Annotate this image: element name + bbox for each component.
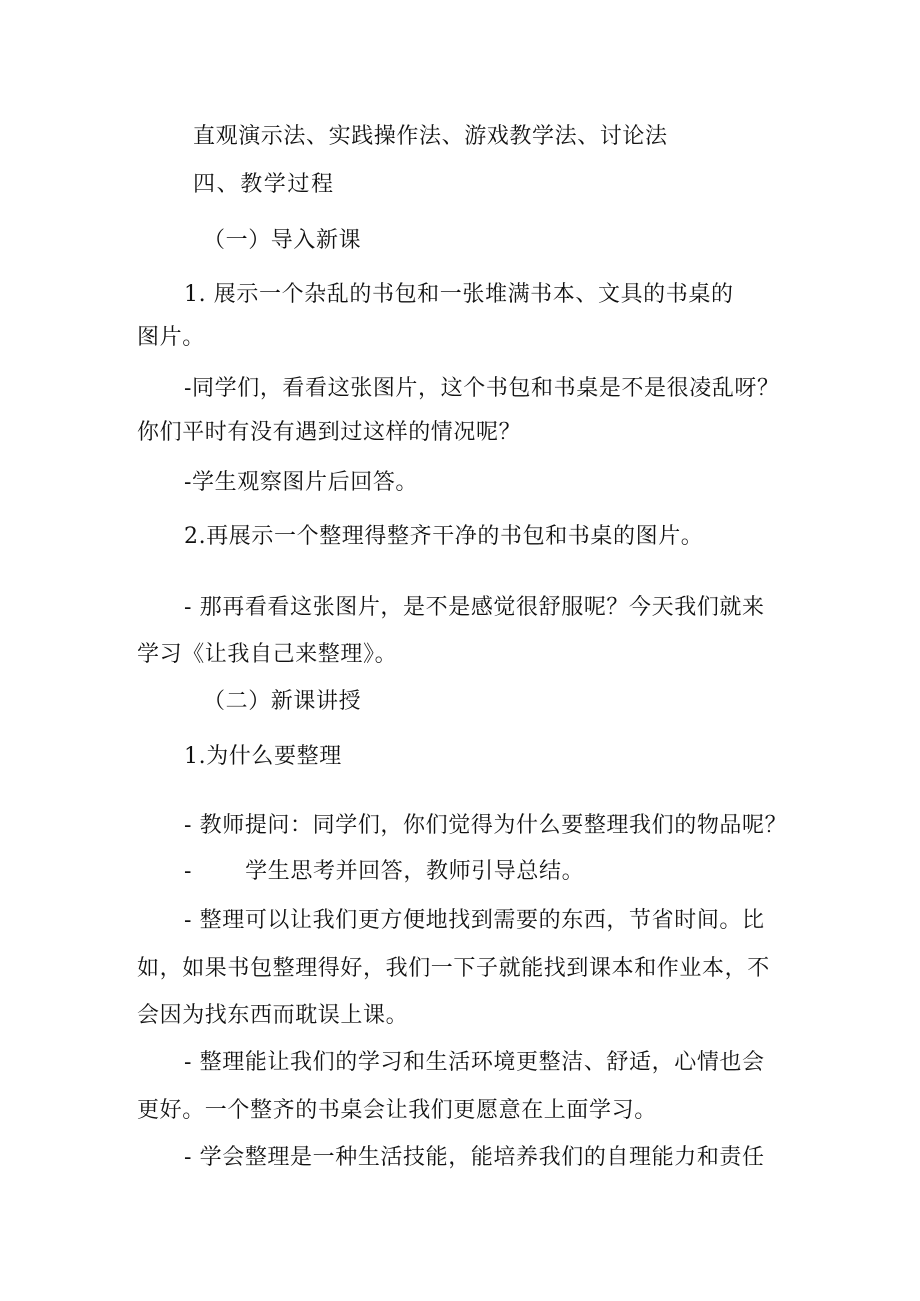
teaching-methods-line: 直观演示法、实践操作法、游戏教学法、讨论法 bbox=[193, 124, 668, 149]
paragraph-8-line-3: 会因为找东西而耽误上课。 bbox=[137, 1003, 409, 1028]
subsection-title-new-lesson: （二）新课讲授 bbox=[203, 689, 362, 714]
paragraph-7: - 学生思考并回答，教师引导总结。 bbox=[184, 859, 585, 884]
paragraph-1-line-1: 1. 展示一个杂乱的书包和一张堆满书本、文具的书桌的 bbox=[184, 282, 734, 307]
paragraph-2-line-2: 你们平时有没有遇到过这样的情况呢？ bbox=[137, 420, 522, 445]
paragraph-10-line-1: - 学会整理是一种生活技能，能培养我们的自理能力和责任 bbox=[184, 1145, 765, 1170]
item-1-title: 1.为什么要整理 bbox=[184, 744, 342, 769]
paragraph-5-line-1: - 那再看看这张图片，是不是感觉很舒服呢？今天我们就来 bbox=[184, 595, 765, 620]
paragraph-2-line-1: -同学们，看看这张图片，这个书包和书桌是不是很凌乱呀？ bbox=[184, 376, 780, 401]
paragraph-1-line-2: 图片。 bbox=[137, 325, 205, 350]
paragraph-9-line-2: 更好。一个整齐的书桌会让我们更愿意在上面学习。 bbox=[137, 1098, 657, 1123]
section-title-teaching-process: 四、教学过程 bbox=[193, 172, 335, 197]
paragraph-5-line-2: 学习《让我自己来整理》。 bbox=[137, 642, 398, 667]
paragraph-8-line-2: 如，如果书包整理得好，我们一下子就能找到课本和作业本，不 bbox=[137, 956, 770, 981]
paragraph-8-line-1: - 整理可以让我们更方便地找到需要的东西，节省时间。比 bbox=[184, 908, 765, 933]
paragraph-9-line-1: - 整理能让我们的学习和生活环境更整洁、舒适，心情也会 bbox=[184, 1050, 765, 1075]
paragraph-6: - 教师提问：同学们，你们觉得为什么要整理我们的物品呢？ bbox=[184, 813, 788, 838]
paragraph-3: -学生观察图片后回答。 bbox=[184, 470, 419, 495]
paragraph-4: 2.再展示一个整理得整齐干净的书包和书桌的图片。 bbox=[184, 524, 704, 549]
subsection-title-intro: （一）导入新课 bbox=[203, 228, 362, 253]
